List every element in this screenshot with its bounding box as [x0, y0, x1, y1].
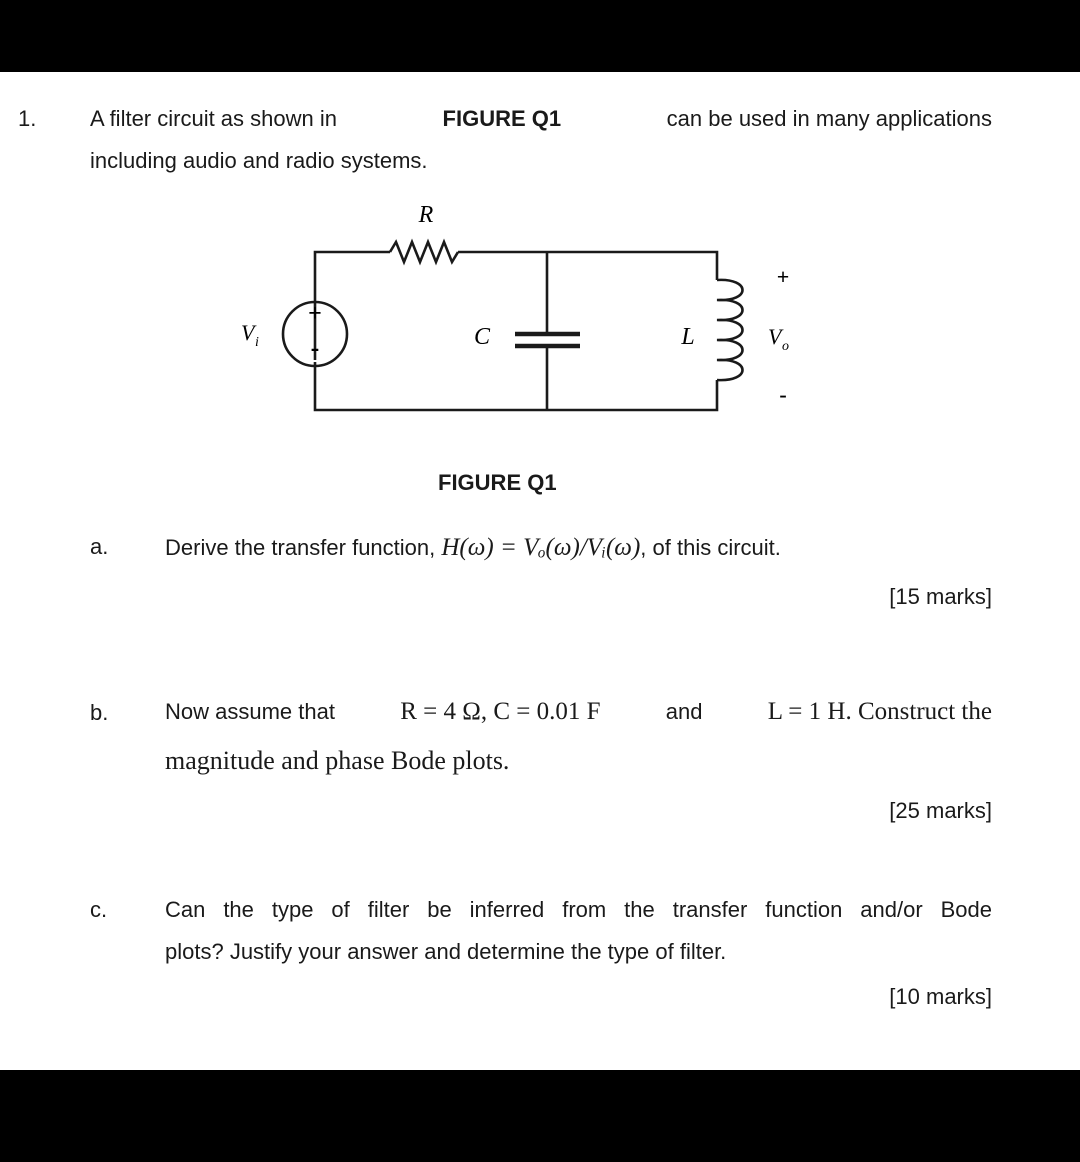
part-b-formula1: R = 4 Ω, C = 0.01 F	[400, 698, 601, 725]
question-intro-line2: including audio and radio systems.	[90, 148, 428, 173]
output-minus-sign: -	[779, 382, 787, 407]
intro-text-pre: A filter circuit as shown in	[90, 106, 337, 131]
part-a-text	[165, 534, 781, 562]
part-b-line2: magnitude and phase Bode plots.	[165, 746, 510, 775]
part-b-line1	[165, 698, 992, 726]
resistor	[390, 242, 458, 262]
circuit-diagram	[0, 72, 1080, 452]
wire-top-right	[458, 252, 717, 280]
output-voltage-label: V	[768, 324, 782, 349]
transfer-function-formula: H(ω) = Vₒ(ω)/Vᵢ(ω)	[441, 534, 641, 561]
inductor-coil	[717, 280, 743, 380]
part-b-mid: and	[665, 699, 703, 724]
figure-caption: FIGURE Q1	[438, 470, 557, 495]
part-c-letter: c.	[90, 897, 108, 922]
question-number: 1.	[18, 106, 37, 131]
part-b-text-pre: Now assume that	[165, 699, 335, 724]
part-c-line2: plots? Justify your answer and determine the type of filter.	[165, 939, 727, 964]
part-b-marks: [25 marks]	[889, 798, 992, 823]
source-minus-sign: -	[310, 333, 320, 362]
figure-reference: FIGURE Q1	[442, 106, 562, 131]
part-a-marks: [15 marks]	[889, 584, 992, 609]
part-a-letter: a.	[90, 534, 109, 559]
exam-page	[0, 72, 1080, 1070]
source-plus-sign: +	[308, 301, 322, 327]
wire-top-left	[315, 252, 390, 360]
inductor-label: L	[681, 324, 695, 350]
capacitor-label: C	[473, 324, 491, 350]
part-c-line1: Can the type of filter be inferred from the transfer function and/or Bode	[165, 897, 992, 922]
output-voltage-subscript: o	[782, 339, 789, 354]
wire-bottom	[315, 362, 717, 410]
part-a-text-post: , of this circuit.	[640, 535, 781, 560]
source-voltage-label: V	[241, 320, 255, 345]
intro-text-post: can be used in many applications	[666, 106, 992, 131]
part-a-text-pre: Derive the transfer function,	[165, 535, 436, 560]
part-c-marks: [10 marks]	[889, 984, 992, 1009]
part-b-formula2: L = 1 H. Construct the	[767, 698, 992, 725]
part-b-letter: b.	[90, 700, 109, 725]
resistor-label: R	[418, 202, 434, 228]
source-voltage-subscript: i	[255, 335, 259, 350]
output-plus-sign: +	[776, 264, 790, 289]
